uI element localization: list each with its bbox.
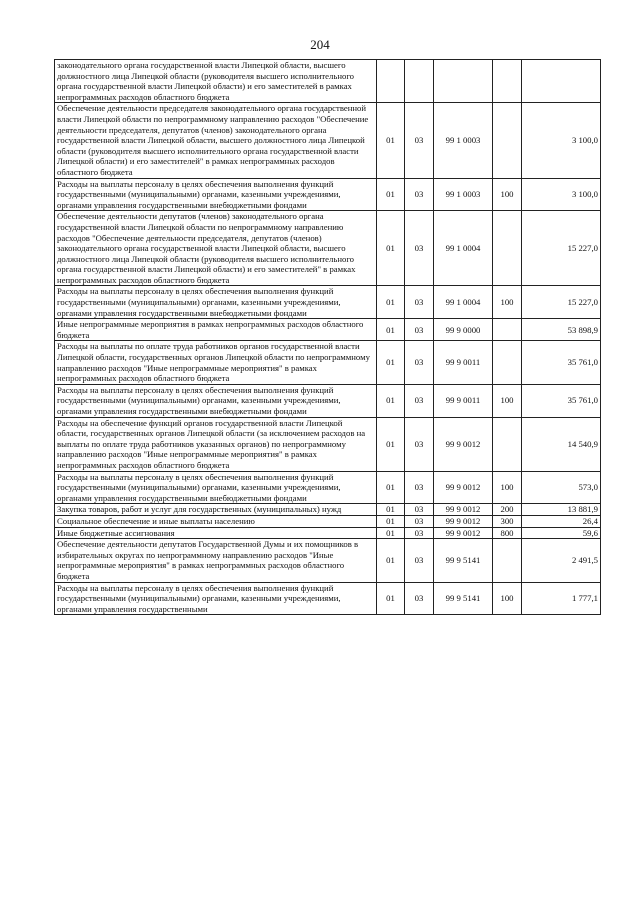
row-description: Расходы на выплаты персоналу в целях обеспечения выполнения функций государственными (муниципальными) органами, казенными учреждениями, органами управления государственными [55,582,377,615]
budget-table [54,59,601,615]
row-section-code: 01 [377,286,405,319]
row-description: Расходы на выплаты персоналу в целях обеспечения выполнения функций государственными (муниципальными) органами, казенными учреждениями, органами управления государственными внебюджетными фондами [55,286,377,319]
row-subsection-code: 03 [405,319,434,341]
row-article-code: 99 1 0003 [434,103,493,178]
row-amount: 15 227,0 [522,286,601,319]
row-description: Обеспечение деятельности председателя законодательного органа государственной власти Липецкой области по непрограммному направлению расходов "Обеспечение деятельности председателя, депутатов (членов) законодательного органа государственной власти Липецкой области, высшего должностного лица Липецкой области (руководителя высшего исполнительного органа государственной власти Липецкой области) и его заместителей" в рамках непрограммных расходов областного бюджета [55,103,377,178]
row-subsection-code: 03 [405,341,434,384]
row-description: Закупка товаров, работ и услуг для государственных (муниципальных) нужд [55,504,377,516]
table-row [55,211,601,286]
row-subsection-code: 03 [405,539,434,582]
row-subsection-code: 03 [405,504,434,516]
row-amount: 2 491,5 [522,539,601,582]
row-article-code: 99 9 5141 [434,582,493,615]
row-amount: 13 881,9 [522,504,601,516]
row-amount: 3 100,0 [522,103,601,178]
row-amount: 573,0 [522,471,601,504]
table-row [55,60,601,103]
row-subsection-code: 03 [405,417,434,471]
row-section-code: 01 [377,211,405,286]
row-section-code: 01 [377,417,405,471]
row-article-code: 99 9 5141 [434,539,493,582]
row-expense-type-code [493,60,522,103]
row-expense-type-code [493,539,522,582]
row-section-code: 01 [377,504,405,516]
row-subsection-code: 03 [405,286,434,319]
row-subsection-code [405,60,434,103]
row-amount: 1 777,1 [522,582,601,615]
row-description: Расходы на выплаты персоналу в целях обеспечения выполнения функций государственными (муниципальными) органами, казенными учреждениями, органами управления государственными внебюджетными фондами [55,471,377,504]
row-description: Социальное обеспечение и иные выплаты населению [55,515,377,527]
table-row [55,178,601,211]
row-expense-type-code [493,319,522,341]
row-expense-type-code [493,341,522,384]
row-subsection-code: 03 [405,515,434,527]
row-expense-type-code [493,417,522,471]
row-section-code: 01 [377,471,405,504]
row-description: Иные непрограммные мероприятия в рамках непрограммных расходов областного бюджета [55,319,377,341]
row-expense-type-code [493,103,522,178]
row-amount: 35 761,0 [522,384,601,417]
row-description: Расходы на обеспечение функций органов государственной власти Липецкой области, государственных органов Липецкой области (за исключением расходов на выплаты по оплате труда работников указанных органов) по непрограммному направлению расходов "Иные непрограммные мероприятия" в рамках непрограммных расходов областного бюджета [55,417,377,471]
row-amount: 35 761,0 [522,341,601,384]
row-description: Иные бюджетные ассигнования [55,527,377,539]
table-row [55,319,601,341]
row-section-code: 01 [377,178,405,211]
row-expense-type-code [493,211,522,286]
row-description: Расходы на выплаты персоналу в целях обеспечения выполнения функций государственными (муниципальными) органами, казенными учреждениями, органами управления государственными внебюджетными фондами [55,178,377,211]
row-subsection-code: 03 [405,582,434,615]
row-subsection-code: 03 [405,178,434,211]
row-amount: 53 898,9 [522,319,601,341]
row-section-code: 01 [377,341,405,384]
row-article-code: 99 9 0012 [434,417,493,471]
page-number: 204 [310,37,330,52]
row-section-code [377,60,405,103]
row-expense-type-code: 300 [493,515,522,527]
row-article-code: 99 1 0004 [434,286,493,319]
table-row [55,539,601,582]
row-article-code: 99 9 0000 [434,319,493,341]
row-article-code: 99 9 0011 [434,384,493,417]
row-description: законодательного органа государственной власти Липецкой области, высшего должностного лица Липецкой области (руководителя высшего исполнительного органа государственной власти Липецкой области) и его заместителей в рамках непрограммных расходов областного бюджета [55,60,377,103]
table-row [55,471,601,504]
table-row [55,286,601,319]
row-subsection-code: 03 [405,103,434,178]
row-section-code: 01 [377,384,405,417]
row-amount: 26,4 [522,515,601,527]
row-section-code: 01 [377,319,405,341]
table-row [55,582,601,615]
row-amount: 3 100,0 [522,178,601,211]
table-row [55,504,601,516]
table-row [55,527,601,539]
row-section-code: 01 [377,539,405,582]
row-description: Расходы на выплаты по оплате труда работников органов государственной власти Липецкой области, государственных органов Липецкой области по непрограммному направлению расходов "Иные непрограммные мероприятия" в рамках непрограммных расходов областного бюджета [55,341,377,384]
row-expense-type-code: 100 [493,582,522,615]
row-expense-type-code: 100 [493,178,522,211]
row-description: Расходы на выплаты персоналу в целях обеспечения выполнения функций государственными (муниципальными) органами, казенными учреждениями, органами управления государственными внебюджетными фондами [55,384,377,417]
row-article-code: 99 9 0012 [434,515,493,527]
table-row [55,341,601,384]
row-expense-type-code: 100 [493,384,522,417]
row-subsection-code: 03 [405,384,434,417]
row-expense-type-code: 200 [493,504,522,516]
row-description: Обеспечение деятельности депутатов Государственной Думы и их помощников в избирательных округах по непрограммному направлению расходов "Иные непрограммные мероприятия" в рамках непрограммных расходов областного бюджета [55,539,377,582]
row-amount [522,60,601,103]
table-row [55,103,601,178]
row-article-code [434,60,493,103]
row-subsection-code: 03 [405,211,434,286]
row-amount: 15 227,0 [522,211,601,286]
row-article-code: 99 1 0004 [434,211,493,286]
row-article-code: 99 9 0011 [434,341,493,384]
row-article-code: 99 9 0012 [434,527,493,539]
row-article-code: 99 1 0003 [434,178,493,211]
row-amount: 59,6 [522,527,601,539]
table-row [55,384,601,417]
row-section-code: 01 [377,103,405,178]
table-row [55,515,601,527]
row-expense-type-code: 100 [493,471,522,504]
row-section-code: 01 [377,515,405,527]
row-section-code: 01 [377,527,405,539]
row-expense-type-code: 100 [493,286,522,319]
row-article-code: 99 9 0012 [434,471,493,504]
row-subsection-code: 03 [405,527,434,539]
row-description: Обеспечение деятельности депутатов (членов) законодательного органа государственной власти Липецкой области по непрограммному направлению расходов "Обеспечение деятельности председателя, депутатов (членов) законодательного органа государственной власти Липецкой области, высшего должностного лица Липецкой области (руководителя высшего исполнительного органа государственной власти Липецкой области) и его заместителей" в рамках непрограммных расходов областного бюджета [55,211,377,286]
row-expense-type-code: 800 [493,527,522,539]
row-article-code: 99 9 0012 [434,504,493,516]
row-subsection-code: 03 [405,471,434,504]
budget-table-body [55,60,601,615]
row-amount: 14 540,9 [522,417,601,471]
row-section-code: 01 [377,582,405,615]
table-row [55,417,601,471]
